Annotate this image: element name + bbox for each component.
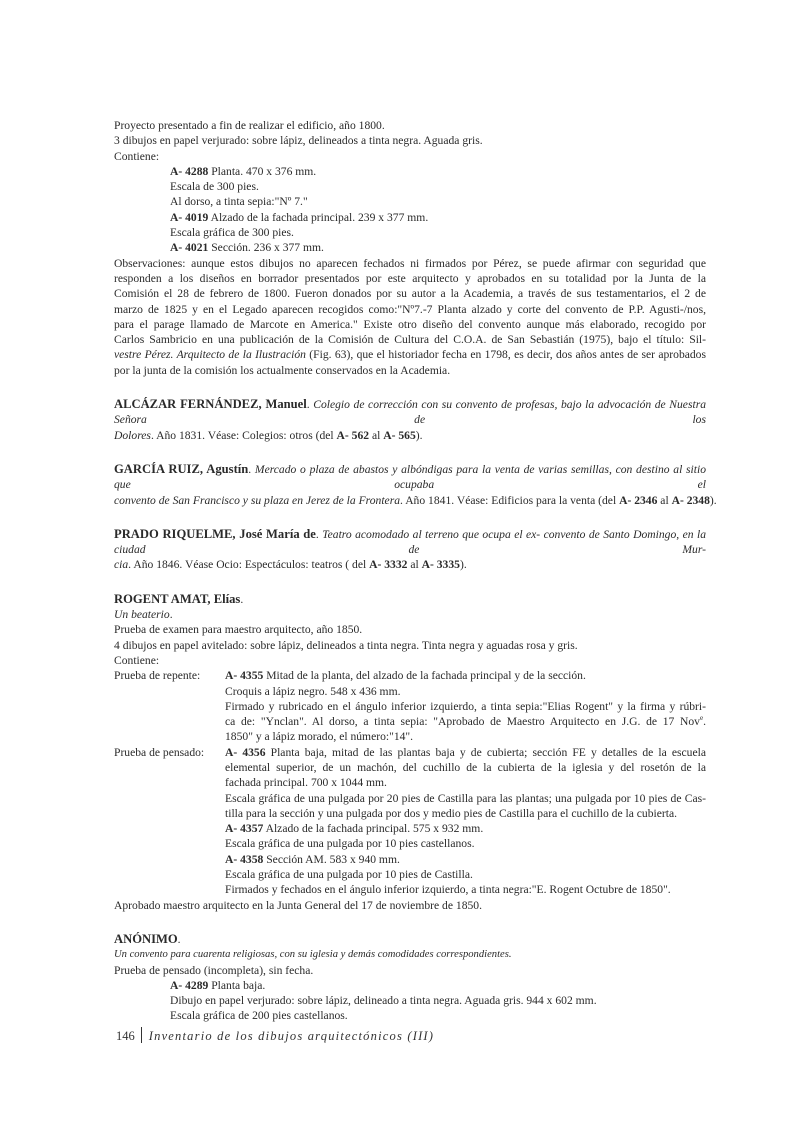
work-title: convento de San Francisco y su plaza en Jerez de la Frontera [114,493,401,507]
drawing-code: A- 4355 [225,669,264,683]
running-title: Inventario de los dibujos arquitectónicos (III) [148,1029,435,1043]
drawing-code: A- 4288 [170,164,209,178]
entry-alcazar [114,397,706,443]
entry-line: GARCÍA RUIZ, Agustín. Mercado o plaza de abastos y albóndigas para la venta de varias semillas, con destino al sitio que ocupaba el [114,461,706,492]
item-text: Alzado de la fachada principal. 575 x 932 mm. [263,822,484,836]
item-line: Firmados y fechados en el ángulo inferior izquierdo, a tinta negra:"E. Rogent Octubre de 1850". [225,883,671,897]
item-line [225,668,706,683]
observations-line: responden a los diseños en borrador presentados por este arquitecto y aprobados en su totalidad por la Junta de la [114,271,706,285]
text-line: 4 dibujos en papel avitelado: sobre lápiz, delineados a tinta negra. Tinta negra y aguadas rosa y gris. [114,638,578,652]
page-body [114,118,717,1024]
item-text: . [703,715,706,729]
item-text: Sección AM. 583 x 940 mm. [263,852,400,866]
author-name: GARCÍA RUIZ, Agustín [114,461,249,476]
drawing-code: A- 4356 [225,745,266,759]
entry-line: ROGENT AMAT, Elías. [114,591,244,606]
author-name: ROGENT AMAT, Elías [114,591,241,606]
item-text: Planta baja. [208,978,266,992]
work-title: Teatro acomodado al terreno que ocupa el ex- convento de Santo Domingo, en la ciudad de Mur- [114,527,706,557]
drawing-code: A- 2346 [619,493,658,507]
observations-line: marzo de 1825 y en el Legado aparecen recogidos como:"Nº7.-7 Planta alzado y corte del convento de P.P. Agusti-/nos, [114,302,706,316]
entry-prado [114,527,706,573]
item-line: Escala gráfica de una pulgada por 10 pies castellanos. [225,837,475,851]
entry-text: . Año 1841. Véase: Edificios para la venta (del [400,493,620,507]
drawing-code: A- 3332 [369,558,408,572]
item-text: Alzado de la fachada principal. 239 x 377 mm. [208,210,429,224]
author-name: ALCÁZAR FERNÁNDEZ, Manuel [114,397,307,412]
entry-line: PRADO RIQUELME, José María de. Teatro acomodado al terreno que ocupa el ex- convento de Santo Domingo, en la ciudad de Mur- [114,526,706,557]
item-line [225,714,706,729]
repente-block [114,668,706,744]
drawing-code: A- 4358 [225,852,264,866]
item-line: Escala gráfica de 200 pies castellanos. [170,1009,348,1023]
item-line: Escala gráfica de 300 pies. [170,226,294,240]
entry-text: al [657,493,672,507]
item-text: Planta. 470 x 376 mm. [208,164,317,178]
observations-text: (Fig. 63), que el historiador fecha en 1798, es decir, dos años antes de ser aprobados [305,348,706,362]
entry-line [114,557,706,572]
item-line [225,821,706,836]
drawing-code: A- 4021 [170,241,209,255]
entry-line: Un beaterio. [114,608,173,622]
item-text: Mitad de la planta, del alzado de la fachada principal y de la sección. [263,669,586,683]
item-text: Planta baja, mitad de las plantas baja y de cubierta; sección FE y detalles de la escuela [265,745,706,759]
entry-line: ANÓNIMO. [114,931,181,946]
text-line: 3 dibujos en papel verjurado: sobre lápiz, delineados a tinta negra. Aguada gris. [114,134,483,148]
item-line [225,852,706,867]
entry-text: ). [709,493,717,507]
footer-divider [141,1027,142,1043]
entry-text: al [369,428,384,442]
text-line: Prueba de examen para maestro arquitecto, año 1850. [114,623,363,637]
item-line: Dibujo en papel verjurado: sobre lápiz, delineado a tinta negra. Aguada gris. 944 x 602 mm. [170,994,597,1008]
item-line: elemental superior, de un machón, del cuchillo de la cubierta de la iglesia y del rosetón de la [225,760,706,774]
entry-garcia [114,461,717,508]
item-line: Escala gráfica de una pulgada por 10 pies de Castilla. [225,868,473,882]
author-name: PRADO RIQUELME, José María de [114,526,316,541]
entry-line: ALCÁZAR FERNÁNDEZ, Manuel. Colegio de corrección con su convento de profesas, bajo la advocación de Nuestra Señora de los [114,397,706,427]
item-line [114,164,706,179]
text-line: Prueba de pensado (incompleta), sin fecha. [114,963,314,977]
item-text: Sección. 236 x 377 mm. [208,241,324,255]
page-footer [116,1027,434,1044]
drawing-code: A- 2348 [671,493,710,507]
entry-text: ). [415,428,423,442]
drawing-code: A- 4289 [170,978,209,992]
drawing-code: A- 4357 [225,822,264,836]
entry-text: ). [459,558,467,572]
item-line: tilla para la sección y una pulgada por dos y medio pies de Castilla para el cuchillo de la cubierta. [225,806,677,820]
observations-line [114,347,706,362]
item-text: ca de: "Ynclan". Al dorso, a tinta sepia: "Aprobado de Maestro Arquitecto en J.G. de 17 Nov [225,715,700,729]
repente-label: Prueba de repente: [114,669,201,683]
observations-line: Carlos Sambricio en una publicación de la Comisión de Cultura del C.O.A. de San Sebastián (1975), bajo el título: Sil- [114,333,706,347]
work-title: cia [114,558,129,572]
observations-line: para el parage llamado de Marcote en America." Existe otro diseño del convento aunque más elaborado, recogido por [114,317,706,331]
item-line: 1850" y a lápiz morado, el número:"14". [225,730,414,744]
entry-text: . Año 1831. Véase: Colegios: otros (del [150,428,337,442]
pensado-label: Prueba de pensado: [114,745,205,759]
work-title: Un beaterio [114,608,170,622]
text-line: Contiene: [114,149,160,163]
entry-rogent [114,592,706,913]
work-title: Colegio de corrección con su convento de profesas, bajo la advocación de Nuestra Señora de los [114,398,706,427]
entry-line [114,428,706,443]
observations-line: Comisión el 28 de febrero de 1800. Fueron donados por su autor a la Academia, a través de sus testamentarios, el 2 de [114,287,706,301]
entry-perez [114,118,706,378]
page-number: 146 [116,1029,135,1043]
observations-line: Observaciones: aunque estos dibujos no aparecen fechados ni firmados por Pérez, se puede afirmar con seguridad que [114,256,706,270]
drawing-code: A- 562 [336,428,370,442]
work-title: Un convento para cuarenta religiosas, con su iglesia y demás comodidades correspondientes. [114,949,512,961]
item-line: Escala de 300 pies. [170,180,259,194]
item-line [114,210,706,225]
entry-text: . Año 1846. Véase Ocio: Espectáculos: teatros ( del [128,558,370,572]
drawing-code: A- 565 [383,428,416,442]
entry-anonimo [114,932,706,1024]
drawing-code: A- 3335 [421,558,460,572]
text-line: Proyecto presentado a fin de realizar el edificio, año 1800. [114,119,385,132]
work-title: Dolores [114,428,151,442]
item-line: Al dorso, a tinta sepia:"Nº 7." [170,195,308,209]
superscript: e [699,714,704,723]
observations-line: por la junta de la comisión los actualmente conservados en la Academia. [114,363,451,377]
entry-line [114,493,717,508]
item-line: Croquis a lápiz negro. 548 x 436 mm. [225,684,401,698]
drawing-code: A- 4019 [170,210,209,224]
item-line [114,978,706,993]
item-line: Firmado y rubricado en el ángulo inferior izquierdo, a tinta sepia:"Elias Rogent" y la firma y rúbri- [225,699,706,713]
item-line [225,745,706,760]
text-line: Contiene: [114,653,160,667]
work-title: Mercado o plaza de abastos y albóndigas para la venta de varias semillas, con destino al sitio que ocupaba el [114,462,706,492]
pensado-block [114,745,706,898]
entry-text: al [407,558,422,572]
item-line: fachada principal. 700 x 1044 mm. [225,776,387,790]
closing-line: Aprobado maestro arquitecto en la Junta General del 17 de noviembre de 1850. [114,898,482,912]
item-line: Escala gráfica de una pulgada por 20 pies de Castilla para las plantas; una pulgada por 10 pies de Cas- [225,791,706,805]
author-name: ANÓNIMO [114,931,178,946]
book-title: vestre Pérez. Arquitecto de la Ilustración [114,348,306,362]
item-line [114,240,706,255]
